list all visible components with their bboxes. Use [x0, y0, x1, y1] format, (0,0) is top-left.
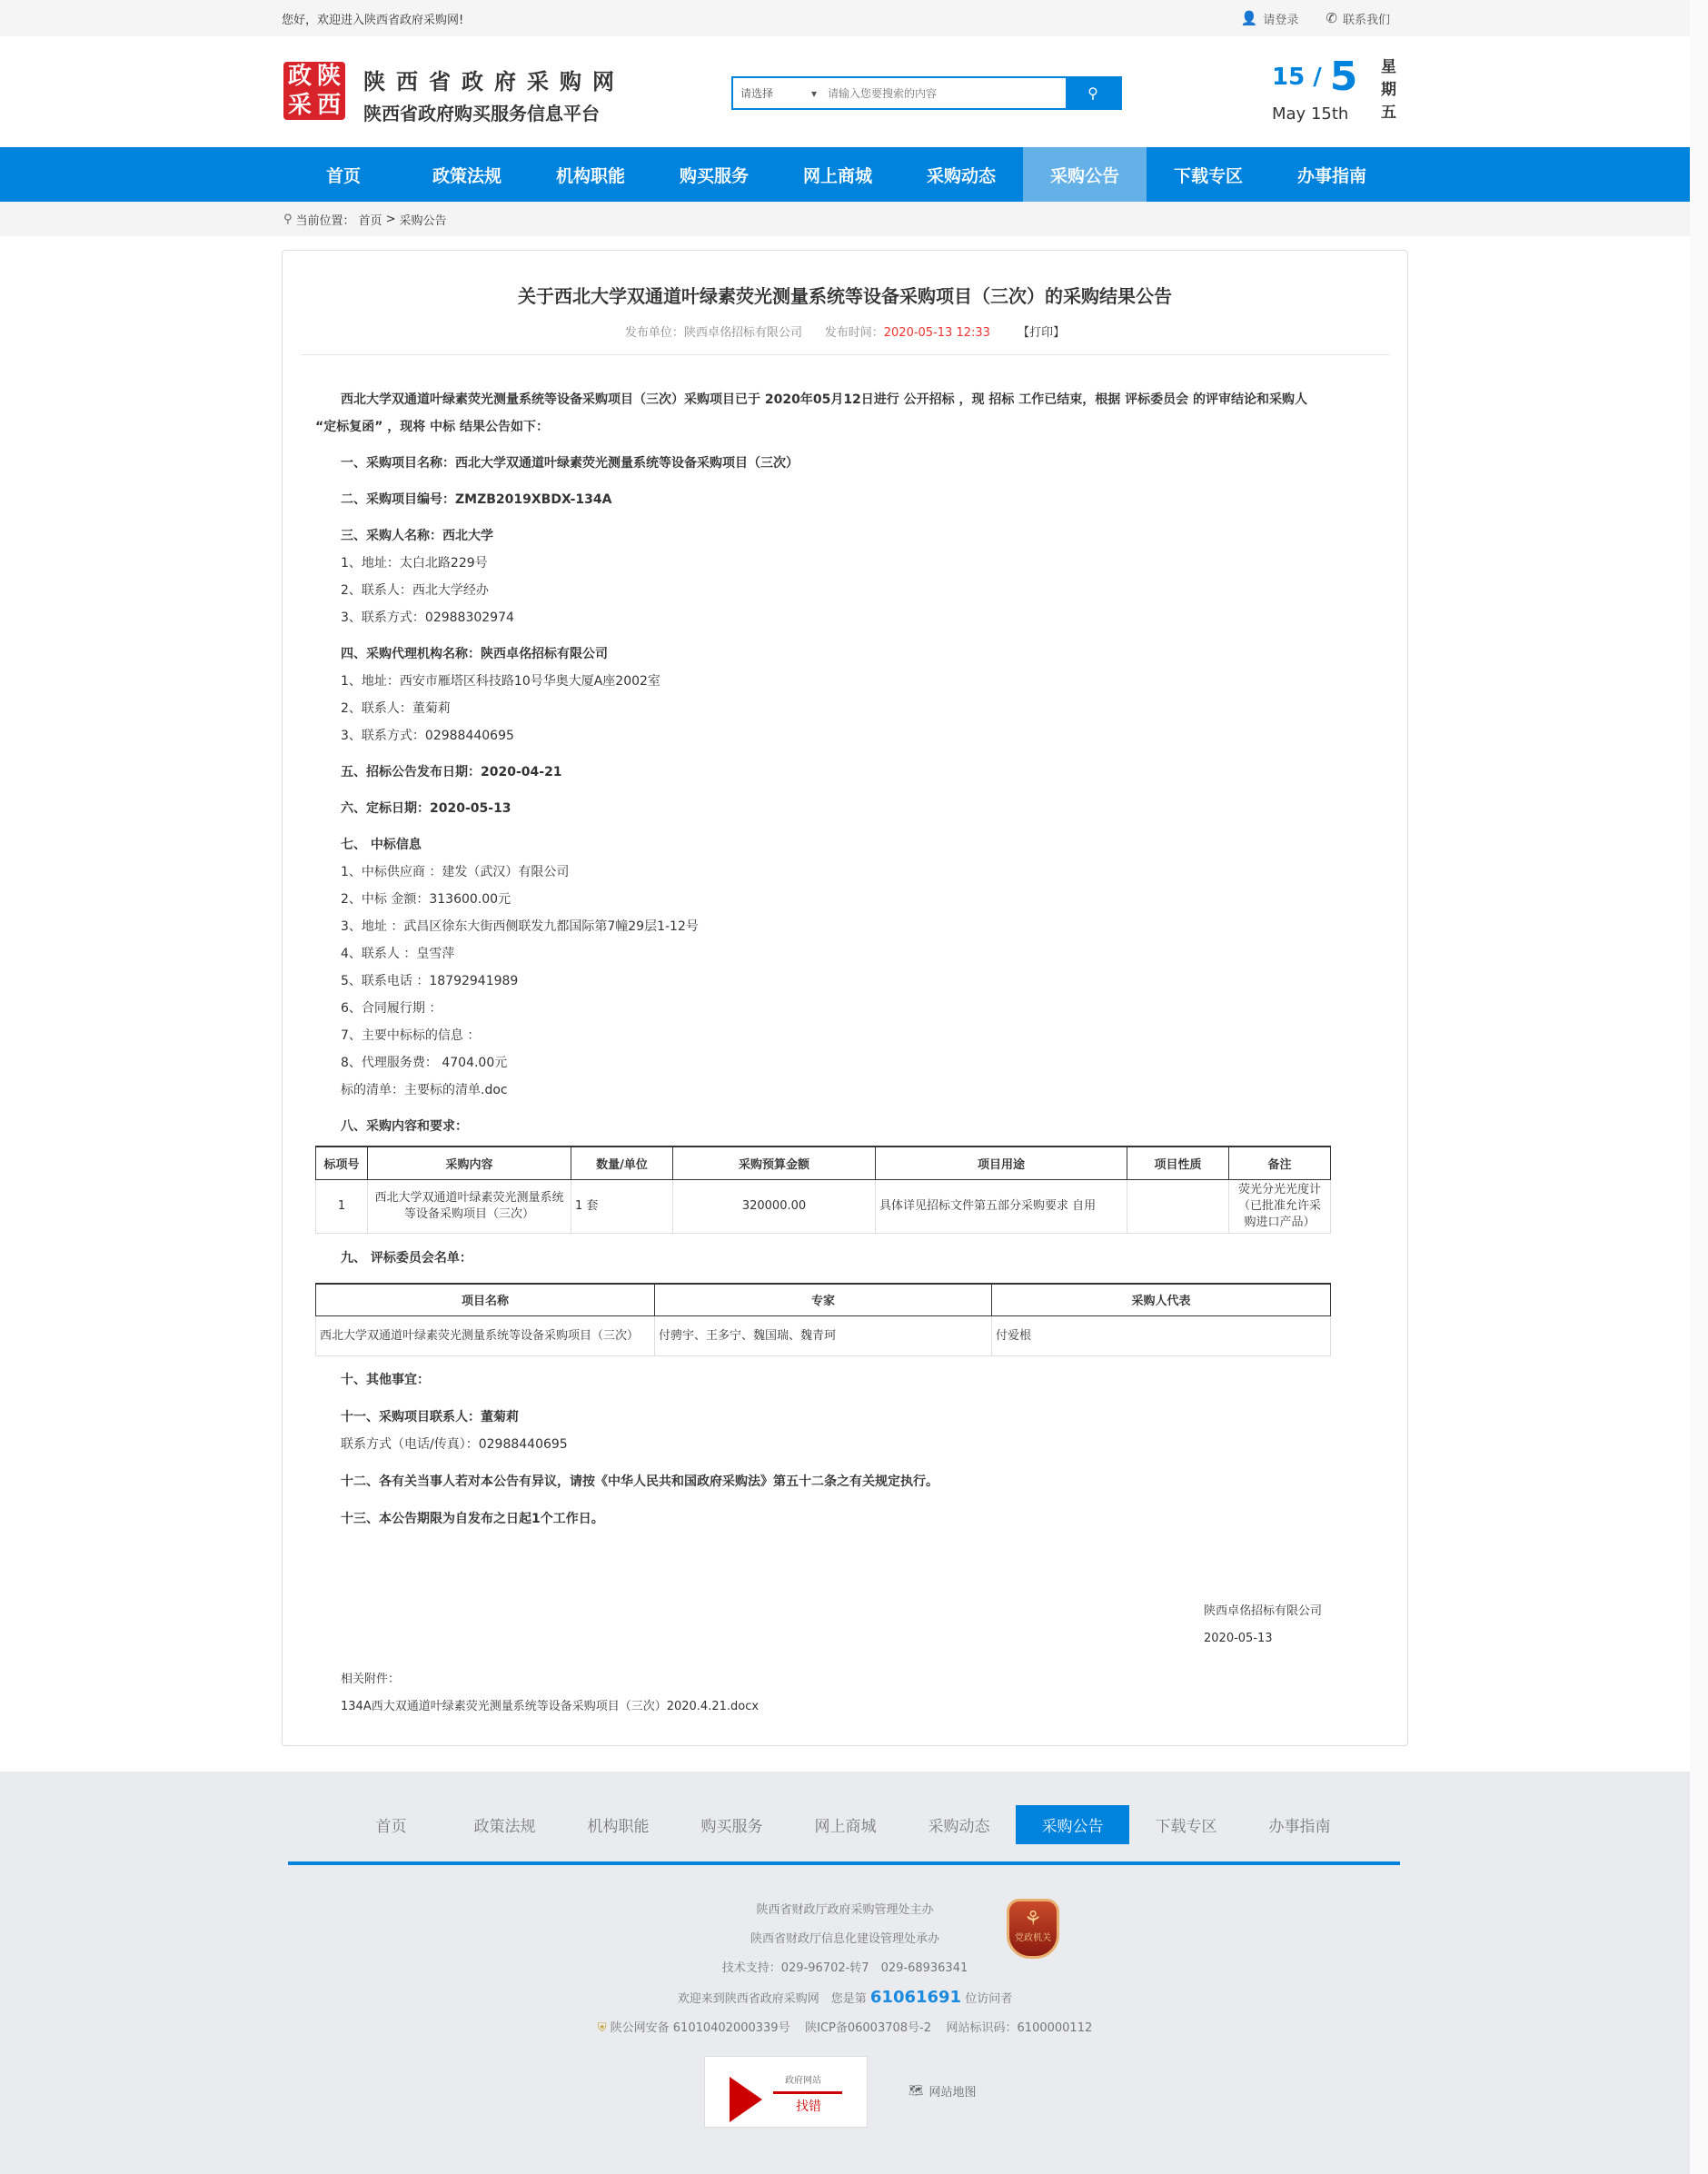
nav-item[interactable]: 购买服务 [679, 165, 749, 186]
detail-line: 联系方式（电话/传真）：02988440695 [341, 1437, 568, 1452]
welcome-text: 您好，欢迎进入陕西省政府采购网! [282, 13, 464, 27]
weekday-char: 星 [1381, 58, 1396, 76]
date-month: 5 [1329, 54, 1358, 100]
page-edge [1690, 0, 1708, 2174]
signature-org: 陕西卓佲招标有限公司 [1204, 1604, 1323, 1618]
divider [301, 354, 1389, 355]
logo-char: 政 [287, 63, 312, 90]
table-cell: 荧光分光光度计（已批准允许采购进口产品） [1229, 1179, 1331, 1233]
detail-line: 2、中标 金额：313600.00元 [341, 892, 511, 907]
site-id: 网站标识码：6100000112 [946, 2021, 1093, 2035]
table-cell: 西北大学双通道叶绿素荧光测量系统等设备采购项目（三次） [368, 1179, 571, 1233]
date-day-en: 15th [1310, 104, 1349, 124]
detail-line: 3、地址 ：武昌区徐东大街西侧联发九都国际第7幢29层1-12号 [341, 919, 699, 934]
breadcrumb [0, 202, 1690, 236]
main-nav [0, 147, 1690, 202]
detail-line: 1、中标供应商 ：建发（武汉）有限公司 [341, 865, 570, 879]
select-label: 请选择 [740, 87, 774, 100]
search-icon: ⚲ [1087, 84, 1098, 102]
footer-nav-item[interactable]: 首页 [375, 1818, 407, 1836]
table-cell: 付爱根 [992, 1316, 1331, 1356]
detail-line: 标的清单：主要标的清单.doc [341, 1083, 508, 1097]
article-body [315, 386, 1333, 1533]
contact-label: 联系我们 [1342, 13, 1390, 27]
table-header: 项目性质 [1127, 1147, 1229, 1179]
table-header: 采购内容 [368, 1147, 571, 1179]
date-display: 15 / 5 May 15th 星 期 五 [1272, 53, 1408, 131]
footer-host: 陕西省财政厅政府采购管理处主办 [756, 1903, 934, 1917]
committee-heading: 九、 评标委员会名单： [341, 1250, 472, 1266]
detail-line: 4、联系人 ：皇雪萍 [341, 947, 455, 961]
sitemap-label: 网站地图 [928, 2086, 977, 2100]
search-category-select[interactable] [733, 78, 824, 108]
location-pin-icon: ⚲ [283, 212, 293, 226]
footer-nav-item[interactable]: 办事指南 [1268, 1818, 1331, 1836]
table-header: 采购预算金额 [673, 1147, 876, 1179]
caret-down-icon: ▾ [810, 86, 817, 100]
table-cell: 付骋宇、王多宁、魏国瑞、魏青珂 [655, 1316, 992, 1356]
publisher-label: 发布单位： [624, 326, 684, 340]
logo-char: 采 [287, 92, 312, 119]
table-header: 标项号 [316, 1147, 368, 1179]
detail-line: 3、联系方式：02988302974 [341, 611, 514, 625]
magnifier-icon [730, 2077, 762, 2122]
section-heading: 十、其他事宜： [341, 1373, 430, 1387]
user-icon: 👤 [1240, 10, 1258, 26]
section-heading: 一、采购项目名称：西北大学双通道叶绿素荧光测量系统等设备采购项目（三次） [341, 456, 799, 471]
contact-link[interactable] [1326, 10, 1390, 27]
detail-line: 1、地址：西安市雁塔区科技路10号华奥大厦A座2002室 [341, 674, 660, 689]
table-header: 项目用途 [876, 1147, 1127, 1179]
footer-nav-item[interactable]: 下载专区 [1155, 1818, 1217, 1836]
nav-item[interactable]: 首页 [325, 165, 361, 186]
footer-support: 技术支持：029-96702-转7 029-68936341 [721, 1961, 968, 1975]
attachment-link[interactable]: 134A西大双通道叶绿素荧光测量系统等设备采购项目（三次）2020.4.21.docx [341, 1700, 760, 1713]
weekday-char: 期 [1381, 81, 1396, 99]
emblem-glyph-icon: ⚘ [1024, 1908, 1042, 1931]
footer-nav-item[interactable]: 采购公告 [1016, 1805, 1129, 1844]
breadcrumb-home[interactable]: 首页 [358, 213, 382, 228]
footer [0, 1772, 1690, 2174]
nav-item[interactable]: 机构职能 [555, 165, 625, 186]
header [0, 36, 1690, 147]
police-badge-icon: ⛨ [597, 2021, 607, 2035]
sitemap-link[interactable] [909, 2082, 977, 2100]
section-heading: 三、采购人名称：西北大学 [341, 529, 493, 543]
top-bar [0, 0, 1690, 36]
date-day: 15 [1272, 64, 1306, 91]
search-button[interactable] [1066, 78, 1120, 108]
table-cell: 1 [316, 1179, 368, 1233]
signature-date: 2020-05-13 [1204, 1632, 1273, 1645]
publish-time: 2020-05-13 12:33 [883, 326, 990, 340]
emblem-text: 党政机关 [1015, 1933, 1051, 1943]
visitor-suffix: 位访问者 [965, 1992, 1013, 2006]
table-row [316, 1179, 1331, 1233]
section-heading: 八、采购内容和要求： [341, 1119, 468, 1134]
nav-item[interactable]: 网上商城 [802, 165, 872, 186]
breadcrumb-current[interactable]: 采购公告 [399, 213, 447, 228]
footer-nav-item[interactable]: 购买服务 [700, 1818, 763, 1836]
detail-line: 8、代理服务费： 4704.00元 [341, 1056, 508, 1070]
visitor-count: 61061691 [869, 1988, 962, 2007]
nav-item[interactable]: 采购公告 [1023, 147, 1147, 202]
detail-line: 6、合同履行期 ： [341, 1001, 442, 1016]
section-heading: 十二、各有关当事人若对本公告有异议，请按《中华人民共和国政府采购法》第五十二条之有关规定执行。 [341, 1474, 938, 1489]
icp-record[interactable]: 陕ICP备06003708号-2 [805, 2021, 931, 2035]
section-heading: 二、采购项目编号：ZMZB2019XBDX-134A [341, 492, 612, 507]
footer-nav-item[interactable]: 政策法规 [473, 1818, 536, 1836]
breadcrumb-separator: > [385, 212, 396, 226]
map-icon: 🗺 [909, 2084, 924, 2098]
detail-line: 3、联系方式：02988440695 [341, 729, 514, 743]
table-header: 项目名称 [316, 1284, 655, 1316]
section-heading: 五、招标公告发布日期：2020-04-21 [341, 765, 562, 779]
section-heading: 六、定标日期：2020-05-13 [341, 801, 511, 816]
error-badge-top: 政府网站 [785, 2076, 821, 2086]
article-meta [283, 325, 1407, 342]
print-link[interactable]: 【打印】 [1018, 326, 1066, 340]
section-heading: 四、采购代理机构名称：陕西卓佲招标有限公司 [341, 647, 608, 661]
detail-line: 1、地址：太白北路229号 [341, 556, 488, 571]
committee-table [315, 1283, 1331, 1357]
report-error-badge[interactable] [704, 2056, 868, 2128]
section-heading: 十一、采购项目联系人：董菊莉 [341, 1410, 519, 1425]
search-bar [731, 76, 1122, 110]
detail-line: 5、联系电话 ：18792941989 [341, 974, 519, 988]
section-heading: 十三、本公告期限为自发布之日起1个工作日。 [341, 1512, 604, 1526]
footer-divider [288, 1861, 1400, 1865]
date-month-en: May [1272, 104, 1306, 124]
signature [1204, 1598, 1407, 1653]
nav-item[interactable]: 下载专区 [1173, 165, 1243, 186]
nav-item[interactable]: 采购动态 [926, 165, 996, 186]
breadcrumb-label: 当前位置： [295, 213, 355, 228]
intro-paragraph: 西北大学双通道叶绿素荧光测量系统等设备采购项目（三次）采购项目已于 2020年05月12日进行 公开招标 ，现 招标 工作已结束，根据 评标委员会 的评审结论和采购人 “定标复函” ，现将 中标 结果公告如下： [315, 392, 1308, 434]
article-title: 关于西北大学双通道叶绿素荧光测量系统等设备采购项目（三次）的采购结果公告 [518, 285, 1172, 307]
time-label: 发布时间： [824, 326, 884, 340]
detail-line: 2、联系人：董菊莉 [341, 701, 451, 716]
party-gov-emblem[interactable] [1007, 1899, 1059, 1959]
nav-item[interactable]: 政策法规 [432, 165, 501, 186]
site-subtitle: 陕西省政府购买服务信息平台 [363, 103, 600, 124]
footer-nav-item[interactable]: 网上商城 [814, 1818, 877, 1836]
detail-line: 7、主要中标标的信息 ： [341, 1028, 481, 1043]
weekday-char: 五 [1381, 104, 1396, 122]
logo[interactable] [283, 62, 345, 120]
section-heading: 七、 中标信息 [341, 838, 422, 852]
footer-undertake: 陕西省财政厅信息化建设管理处承办 [750, 1932, 939, 1946]
detail-line: 2、联系人：西北大学经办 [341, 583, 489, 598]
footer-welcome: 欢迎来到陕西省政府采购网 您是第 [677, 1992, 867, 2006]
search-input[interactable] [824, 78, 1066, 108]
attachments-label: 相关附件： [341, 1673, 401, 1686]
site-title: 陕西省政府采购网 [363, 69, 625, 94]
nav-item[interactable]: 办事指南 [1296, 165, 1366, 186]
article-card [282, 250, 1408, 1746]
footer-nav [334, 1805, 1356, 1844]
login-label: 请登录 [1263, 13, 1299, 27]
table-cell: 1 套 [571, 1179, 673, 1233]
error-badge-bottom: 找错 [796, 2100, 821, 2114]
table-cell [1127, 1179, 1229, 1233]
phone-icon: ✆ [1326, 10, 1337, 26]
table-header: 备注 [1229, 1147, 1331, 1179]
police-record[interactable]: 陕公网安备 61010402000339号 [610, 2021, 790, 2035]
table-cell: 具体详见招标文件第五部分采购要求 自用 [876, 1179, 1127, 1233]
procurement-table [315, 1146, 1331, 1234]
site-name [363, 64, 625, 125]
logo-char: 西 [316, 92, 341, 119]
table-cell: 西北大学双通道叶绿素荧光测量系统等设备采购项目（三次） [316, 1316, 655, 1356]
table-cell: 320000.00 [673, 1179, 876, 1233]
error-badge-bar [773, 2091, 842, 2094]
logo-char: 陕 [316, 63, 341, 90]
attachments [341, 1666, 1407, 1721]
table-header: 专家 [655, 1284, 992, 1316]
footer-nav-item[interactable]: 采购动态 [928, 1818, 990, 1836]
login-link[interactable] [1241, 10, 1299, 27]
table-header: 采购人代表 [992, 1284, 1331, 1316]
table-header: 数量/单位 [571, 1147, 673, 1179]
table-row [316, 1316, 1331, 1356]
publisher: 陕西卓佲招标有限公司 [683, 326, 802, 340]
footer-nav-item[interactable]: 机构职能 [587, 1818, 650, 1836]
